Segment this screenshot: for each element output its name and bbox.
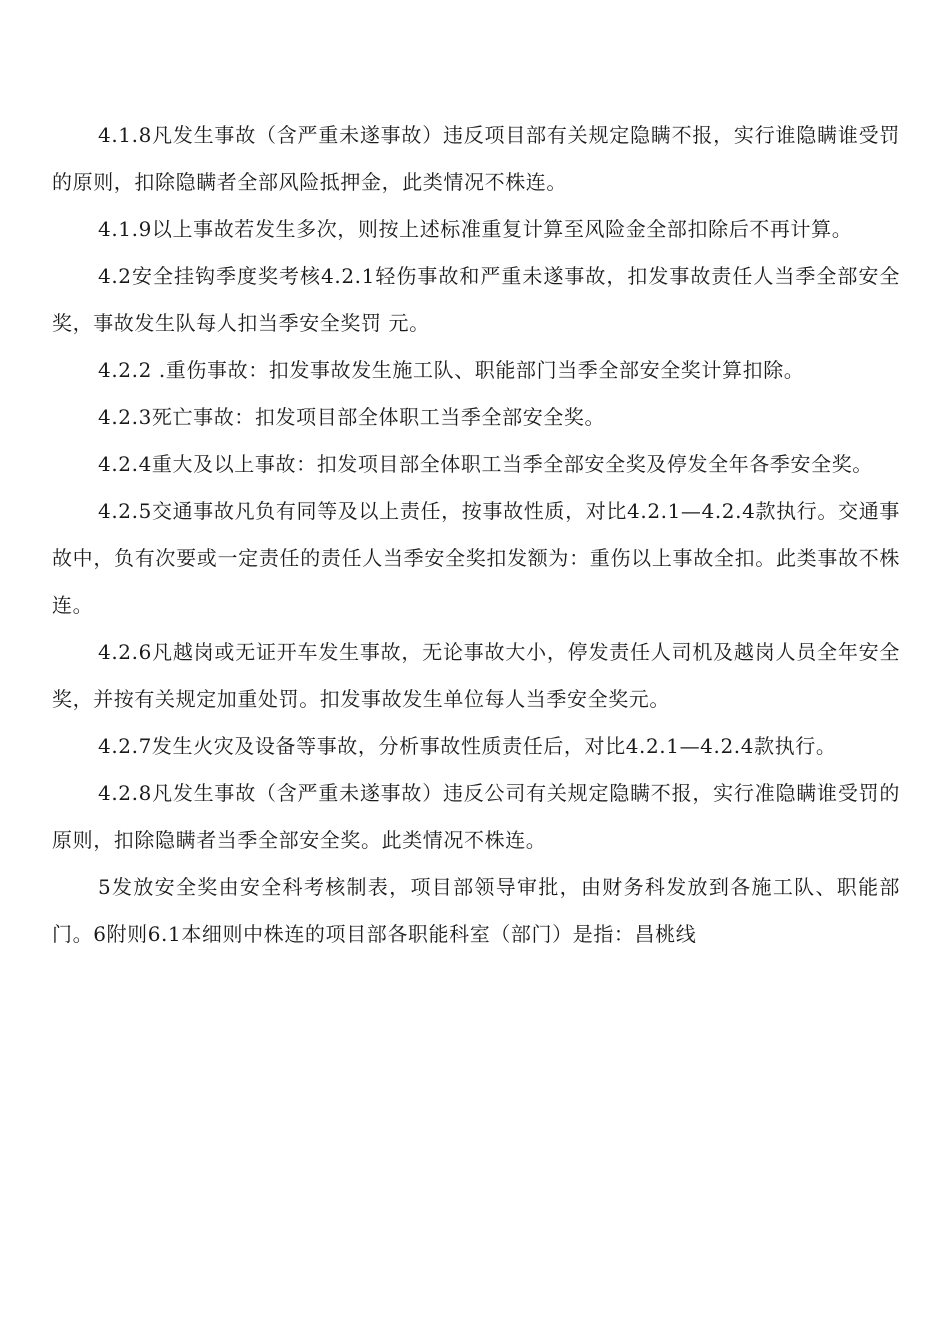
- paragraph-4-2-3: 4.2.3死亡事故：扣发项目部全体职工当季全部安全奖。: [98, 405, 606, 429]
- paragraph-4-2-2: 4.2.2 .重伤事故：扣发事故发生施工队、职能部门当季全部安全奖计算扣除。: [98, 358, 805, 382]
- paragraph-4-2: 4.2安全挂钩季度奖考核4.2.1轻伤事故和严重未遂事故，扣发事故责任人当季全部安全奖，事故发生队每人扣当季安全奖罚 元。: [52, 264, 900, 335]
- document-body: [52, 112, 900, 958]
- paragraph-5-6: 5发放安全奖由安全科考核制表，项目部领导审批，由财务科发放到各施工队、职能部门。6附则6.1本细则中株连的项目部各职能科室（部门）是指：昌桃线: [52, 875, 900, 946]
- paragraph-4-2-8: 4.2.8凡发生事故（含严重未遂事故）违反公司有关规定隐瞒不报，实行准隐瞒谁受罚的原则，扣除隐瞒者当季全部安全奖。此类情况不株连。: [52, 781, 900, 852]
- paragraph-4-2-4: 4.2.4重大及以上事故：扣发项目部全体职工当季全部安全奖及停发全年各季安全奖。: [98, 452, 873, 476]
- paragraph-4-2-6: 4.2.6凡越岗或无证开车发生事故，无论事故大小，停发责任人司机及越岗人员全年安全奖，并按有关规定加重处罚。扣发事故发生单位每人当季安全奖元。: [52, 640, 900, 711]
- paragraph-4-1-9: 4.1.9以上事故若发生多次，则按上述标准重复计算至风险金全部扣除后不再计算。: [98, 217, 853, 241]
- paragraph-4-2-5: 4.2.5交通事故凡负有同等及以上责任，按事故性质，对比4.2.1—4.2.4款执行。交通事故中，负有次要或一定责任的责任人当季安全奖扣发额为：重伤以上事故全扣。此类事故不株连。: [52, 499, 900, 617]
- paragraph-4-2-7: 4.2.7发生火灾及设备等事故，分析事故性质责任后，对比4.2.1—4.2.4款执行。: [98, 734, 837, 758]
- paragraph-4-1-8: 4.1.8凡发生事故（含严重未遂事故）违反项目部有关规定隐瞒不报，实行谁隐瞒谁受罚的原则，扣除隐瞒者全部风险抵押金，此类情况不株连。: [52, 123, 900, 194]
